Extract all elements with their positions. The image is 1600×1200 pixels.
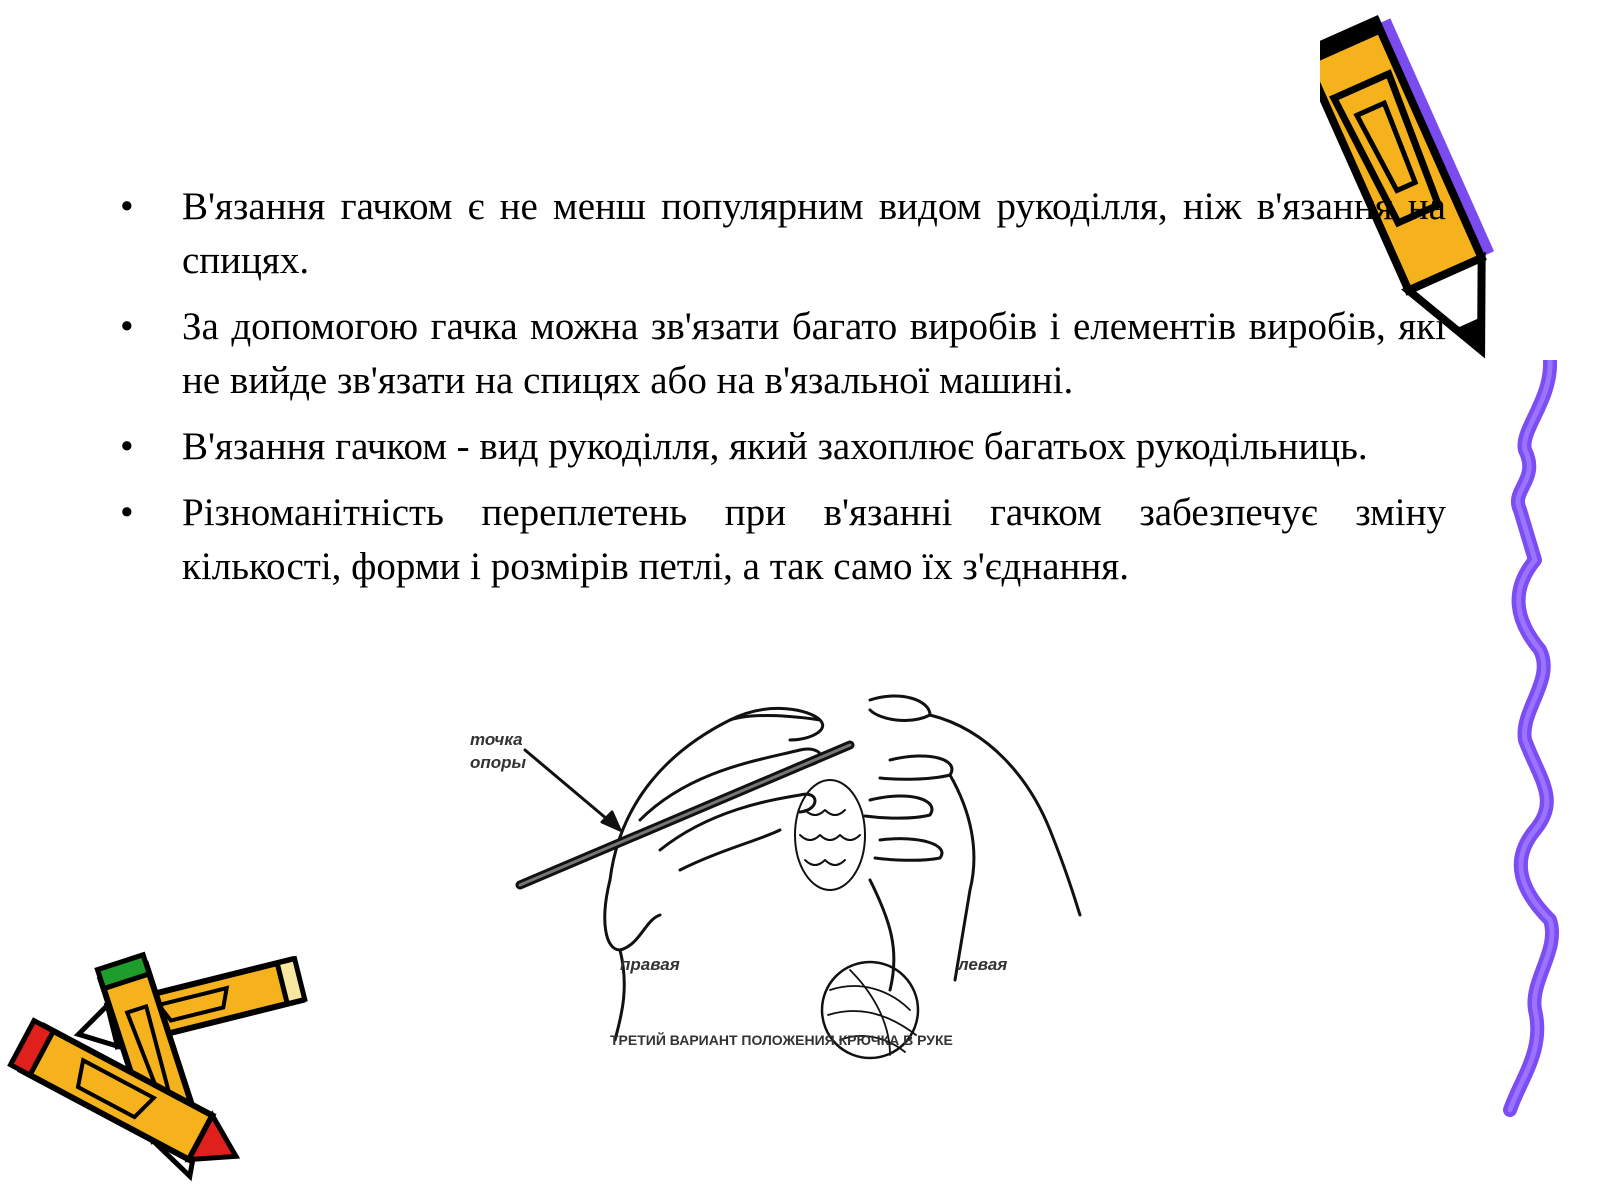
bullet-item — [120, 486, 1446, 594]
illustration-caption: ТРЕТИЙ ВАРИАНТ ПОЛОЖЕНИЯ КРЮЧКА В РУКЕ — [610, 1032, 953, 1048]
bullet-text: Різноманітність переплетень при в'язанні гачком забезпечує зміну кількості, форми і розмірів петлі, а так само їх з'єднання. — [182, 491, 1446, 588]
bullet-text: В'язання гачком - вид рукоділля, який захоплює багатьох рукодільниць. — [182, 425, 1368, 468]
bullet-text: В'язання гачком є не менш популярним видом рукоділля, ніж в'язання на спицях. — [182, 185, 1446, 282]
squiggle-line — [1480, 360, 1580, 1120]
bullet-symbol: • — [120, 305, 134, 348]
label-right-hand: правая — [620, 955, 680, 974]
pencil-cluster-icon — [0, 945, 320, 1185]
label-left-hand: левая — [958, 955, 1008, 974]
crochet-illustration — [470, 690, 1130, 1090]
label-support-line1: точка — [470, 730, 523, 749]
bullet-symbol: • — [120, 491, 134, 534]
bullet-item — [120, 180, 1446, 288]
bullet-item — [120, 420, 1446, 474]
bullet-symbol: • — [120, 185, 134, 228]
bullet-item — [120, 300, 1446, 408]
bullet-symbol: • — [120, 425, 134, 468]
label-support-line2: опоры — [470, 753, 527, 772]
bullet-text: За допомогою гачка можна зв'язати багато виробів і елементів виробів, які не вийде зв'язати на спицях або на в'язальної машині. — [182, 305, 1446, 402]
bullet-list — [120, 180, 1446, 606]
